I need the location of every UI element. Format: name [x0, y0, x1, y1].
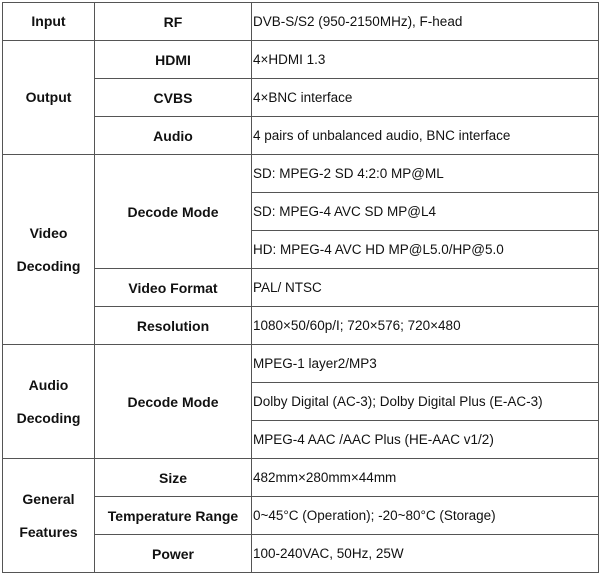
param-rf: RF	[95, 3, 252, 41]
value-temperature-range: 0~45°C (Operation); -20~80°C (Storage)	[252, 497, 599, 535]
value-audio-decode-dolby: Dolby Digital (AC-3); Dolby Digital Plus (E-AC-3)	[252, 383, 599, 421]
category-audio-decoding-line2: Decoding	[16, 409, 81, 426]
table-row	[3, 459, 599, 497]
category-video-decoding-line2: Decoding	[16, 257, 81, 274]
value-video-decode-hd-mpeg4: HD: MPEG-4 AVC HD MP@L5.0/HP@5.0	[252, 231, 599, 269]
param-power: Power	[95, 535, 252, 573]
spec-table	[2, 2, 599, 573]
param-hdmi: HDMI	[95, 41, 252, 79]
param-video-format: Video Format	[95, 269, 252, 307]
value-resolution: 1080×50/60p/I; 720×576; 720×480	[252, 307, 599, 345]
value-hdmi: 4×HDMI 1.3	[252, 41, 599, 79]
category-audio-decoding	[3, 345, 95, 459]
table-row	[3, 3, 599, 41]
category-audio-decoding-line1: Audio	[28, 376, 69, 393]
param-audio-decode-mode: Decode Mode	[95, 345, 252, 459]
value-rf: DVB-S/S2 (950-2150MHz), F-head	[252, 3, 599, 41]
table-row	[3, 345, 599, 383]
table-row	[3, 41, 599, 79]
param-cvbs: CVBS	[95, 79, 252, 117]
param-video-decode-mode: Decode Mode	[95, 155, 252, 269]
value-power: 100-240VAC, 50Hz, 25W	[252, 535, 599, 573]
param-audio-output: Audio	[95, 117, 252, 155]
value-audio-decode-mpeg1: MPEG-1 layer2/MP3	[252, 345, 599, 383]
value-video-decode-sd-mpeg4: SD: MPEG-4 AVC SD MP@L4	[252, 193, 599, 231]
category-general-features-line1: General	[22, 490, 75, 507]
param-size: Size	[95, 459, 252, 497]
category-output: Output	[3, 41, 95, 155]
param-temperature-range: Temperature Range	[95, 497, 252, 535]
category-general-features	[3, 459, 95, 573]
value-video-decode-sd-mpeg2: SD: MPEG-2 SD 4:2:0 MP@ML	[252, 155, 599, 193]
value-cvbs: 4×BNC interface	[252, 79, 599, 117]
value-audio-output: 4 pairs of unbalanced audio, BNC interface	[252, 117, 599, 155]
category-video-decoding-line1: Video	[29, 224, 68, 241]
param-resolution: Resolution	[95, 307, 252, 345]
value-audio-decode-aac: MPEG-4 AAC /AAC Plus (HE-AAC v1/2)	[252, 421, 599, 459]
category-input: Input	[3, 3, 95, 41]
category-video-decoding	[3, 155, 95, 345]
value-size: 482mm×280mm×44mm	[252, 459, 599, 497]
table-row	[3, 155, 599, 193]
category-general-features-line2: Features	[19, 523, 78, 540]
value-video-format: PAL/ NTSC	[252, 269, 599, 307]
